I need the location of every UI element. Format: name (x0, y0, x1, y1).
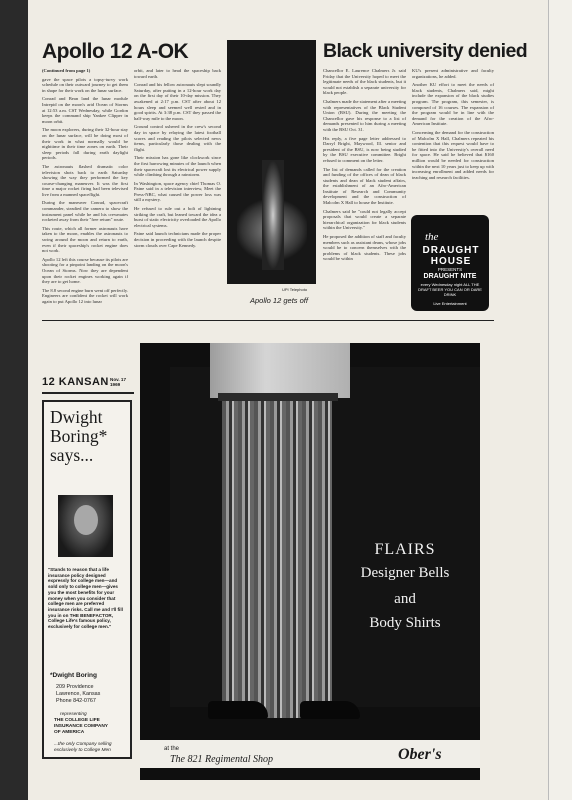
bu-paragraph: Concerning the demand for the construction of Malcolm X Hall, Chalmers repeated his contention that this request would have to be fitted into the University's overall need for space. He said he believed that $160 million would be needed for construction within the next 10 years just to keep up with increasing enrollment and added needs for teaching and research facilities. (412, 129, 494, 180)
page-folio: 12 KANSAN (42, 376, 109, 388)
draught-event: DRAUGHT NITE (423, 273, 477, 280)
company-line: OF AMERICA (54, 730, 85, 735)
at-the-label: at the (164, 746, 180, 752)
left-shoe (208, 701, 268, 719)
dwight-title-line: Boring* (50, 426, 108, 446)
apollo-paragraph: Apollo 12 left this course because its pilots are shooting for a pinpoint landing on the moon's Ocean of Storms. Now they are dependent upon their rocket engines working again if they are to get home. (42, 256, 128, 285)
address-line: Lawrence, Kansas (56, 691, 101, 697)
date-year: 1969 (110, 382, 121, 387)
draught-logo: DRAUGHT HOUSE (422, 245, 480, 267)
company-line: THE COLLEGE LIFE (54, 718, 100, 723)
draught-presents: PRESENTS (437, 267, 463, 272)
right-shoe (300, 701, 360, 719)
bu-paragraph: The list of demands called for the creation and funding of the offices of dean of black students and dean of black student affairs, the establishment of an Afro-American Institute of Research and Community development and the construction of Malcolm X Hall to house the Institute. (323, 166, 406, 206)
apollo-paragraph: gave the space pilots a topsy-turvy work schedule on their outward journey to get them in shape for their work on the lunar surface. (42, 76, 128, 93)
apollo-paragraph: During the maneuver Conrad, spacecraft commander, steadied the camera to show the instrument panel while he and his crewmates rocketed away from their "free return" route. (42, 200, 128, 223)
company-line: INSURANCE COMPANY (54, 724, 109, 729)
striped-bell-bottoms (222, 398, 332, 718)
flairs-line: and (394, 591, 416, 607)
bu-paragraph: His reply, a five page letter addressed to Darryl Bright, Maywood, Ill. senior and president of the BSU, is now being studied by the BSU executive committee. Bright refused to comment on the letter. (323, 135, 406, 163)
photo-credit: UPI Telephoto (282, 287, 308, 292)
apollo-paragraph: orbit, and later to head the spaceship back toward earth. (134, 68, 221, 79)
draught-details: every Wednesday night ALL THE DRAFT BEER YOU CAN OR DARE DRINK (418, 282, 482, 297)
bu-paragraph: KU's present administrative and faculty organizations, he added. (412, 68, 494, 79)
apollo-paragraph: The moon explorers, during their 32-hour stay on the lunar surface, will be doing most of their work in what normally would be nighttime in their time zones on earth. Their sleep periods fall during earth daylight periods. (42, 127, 128, 161)
rocket-exhaust (262, 160, 284, 270)
apollo-paragraph: Conrad and Bean land the lunar module Intrepid on the moon's arid Ocean of Storms at 12:53 a.m. CST Wednesday, while Gordon keeps the command ship Yankee Clipper in moon orbit. (42, 96, 128, 124)
obers-logo: Ober's (398, 746, 442, 763)
flairs-line: Designer Bells (360, 565, 450, 581)
dwight-title-line: says... (50, 445, 94, 465)
company-tagline: ...the only Company selling (54, 742, 112, 747)
apollo-paragraph: Conrad and his fellow astronauts slept soundly Saturday, after putting in a 12-hour work day on the first day of their 10-day mission. They awakened at 2:17 p.m. CST after about 12 hours sleep and seemed well rested and in good spirits. At 3:38 p.m. CST they passed the half-way mile to the moon. (134, 82, 221, 121)
dwight-boring-ad (42, 400, 132, 759)
black-university-column-1 (323, 68, 406, 265)
apollo-paragraph: Ground control ushered in the crew's second day in space by relaying the latest football scores and reading the pilots selected news items, particularly those dealing with the flight. (134, 124, 221, 152)
folio-rule (42, 392, 134, 394)
bu-paragraph: Chalmers made the statement after a meeting with representatives of the Black Student Union (BSU). During the meeting the Chancellor gave his response to a list of demands presented to him during a meeting with the BSU Oct. 31. (323, 98, 406, 132)
dwight-face (74, 505, 98, 535)
draught-logo-the: the (425, 231, 439, 243)
flairs-line: Body Shirts (369, 615, 441, 631)
apollo-paragraph: The 8.8 second engine burn went off perfectly. Engineers are confident the rocket will work again to put Apollo 12 into lunar (42, 287, 128, 304)
company-tagline: exclusively to College Men (54, 748, 111, 753)
belt (218, 393, 338, 401)
apollo-paragraph: Their mission has gone like clockwork since the first harrowing minutes of the launch when their spacecraft lost its electrical power supply while climbing through a rainstorm. (134, 155, 221, 178)
apollo-headline: Apollo 12 A-OK (42, 40, 189, 63)
model-figure (200, 343, 350, 718)
apollo-paragraph: In Washington, space agency chief Thomas O. Paine said in a television interview, Meet the Press-NBC, what caused the power loss was still a mystery. (134, 180, 221, 203)
flairs-footer (140, 740, 480, 768)
dwight-ad-body: "Stands to reason that a life insurance policy designed expressly for college men—and sold only to college men—gives you the most benefits for your money when you consider that college men are preferred insurance risks. Call me and I'll fill you in on THE BENEFACTOR, College Life's famous policy, exclusively for college men." (48, 567, 123, 630)
continued-note: (Continued from page 1) (42, 68, 91, 73)
date-line: Nov. 17 (110, 377, 126, 382)
apollo-launch-photo (227, 40, 316, 284)
dwight-ad-title (50, 408, 107, 465)
bu-paragraph: Chancellor E. Laurence Chalmers Jr. said Friday that the University hoped to meet the legitimate needs of the black students, but it would not establish a separate university for black people. (323, 68, 406, 96)
dwight-portrait (58, 495, 113, 557)
apollo-column-1 (42, 68, 128, 308)
draught-extra: Live Entertainment (433, 301, 467, 306)
black-university-headline: Black university denied (323, 40, 528, 62)
shop-name: The 821 Regimental Shop (170, 754, 274, 765)
apollo-paragraph: This route, which all former astronauts have taken to the moon, enables the astronauts to swing around the moon and return to earth, even if their spaceship's rocket engine does not work. (42, 225, 128, 254)
flairs-ad (140, 343, 480, 780)
section-divider (42, 320, 494, 321)
dwight-title-line: Dwight (50, 407, 103, 427)
draught-house-ad (411, 215, 489, 311)
flairs-brand: FLAIRS (374, 541, 436, 558)
address-line: 209 Providence (56, 684, 94, 690)
bu-paragraph: He proposed the addition of staff and faculty members such as assistant deans, whose jobs would be to concern themselves with the problems of black students. These jobs would be within (323, 234, 406, 262)
bu-paragraph: Another KU effort to meet the needs of black students, Chalmers said, might include the expansion of the black studies program. The program, this semester, is composed of 16 courses. The expansion of the program would be in line with the demand for the creation of the Afro-American Institute. (412, 82, 494, 127)
page-date (110, 377, 126, 387)
next-page-edge (548, 0, 572, 800)
apollo-column-2 (134, 68, 221, 251)
dwight-signature: *Dwight Boring (50, 672, 97, 679)
photo-caption: Apollo 12 gets off (250, 296, 308, 305)
apollo-paragraph: The astronauts flashed dramatic color television shots back to earth Saturday showing the way they performed the key course-changing maneuver. It was the first time a major rocket firing had been televised live from a manned spaceflight. (42, 163, 128, 197)
apollo-paragraph: Paine said launch technicians made the proper decision in proceeding with the launch despite storm clouds over Cape Kennedy. (134, 231, 221, 248)
black-university-column-2 (412, 68, 494, 183)
bu-paragraph: Chalmers said he "could not legally accept proposals that would create a separate hierarchical organization for black students within the University." (323, 208, 406, 231)
apollo-paragraph: He refused to rule out a bolt of lightning striking the craft, but leaned toward the idea a burst of static electricity overloaded the Apollo electrical systems. (134, 206, 221, 228)
body-shirt (210, 343, 350, 398)
dwight-address (56, 684, 100, 705)
phone-line: Phone 842-0767 (56, 698, 96, 704)
dwight-company (54, 712, 112, 754)
representing-label: representing (60, 712, 87, 717)
